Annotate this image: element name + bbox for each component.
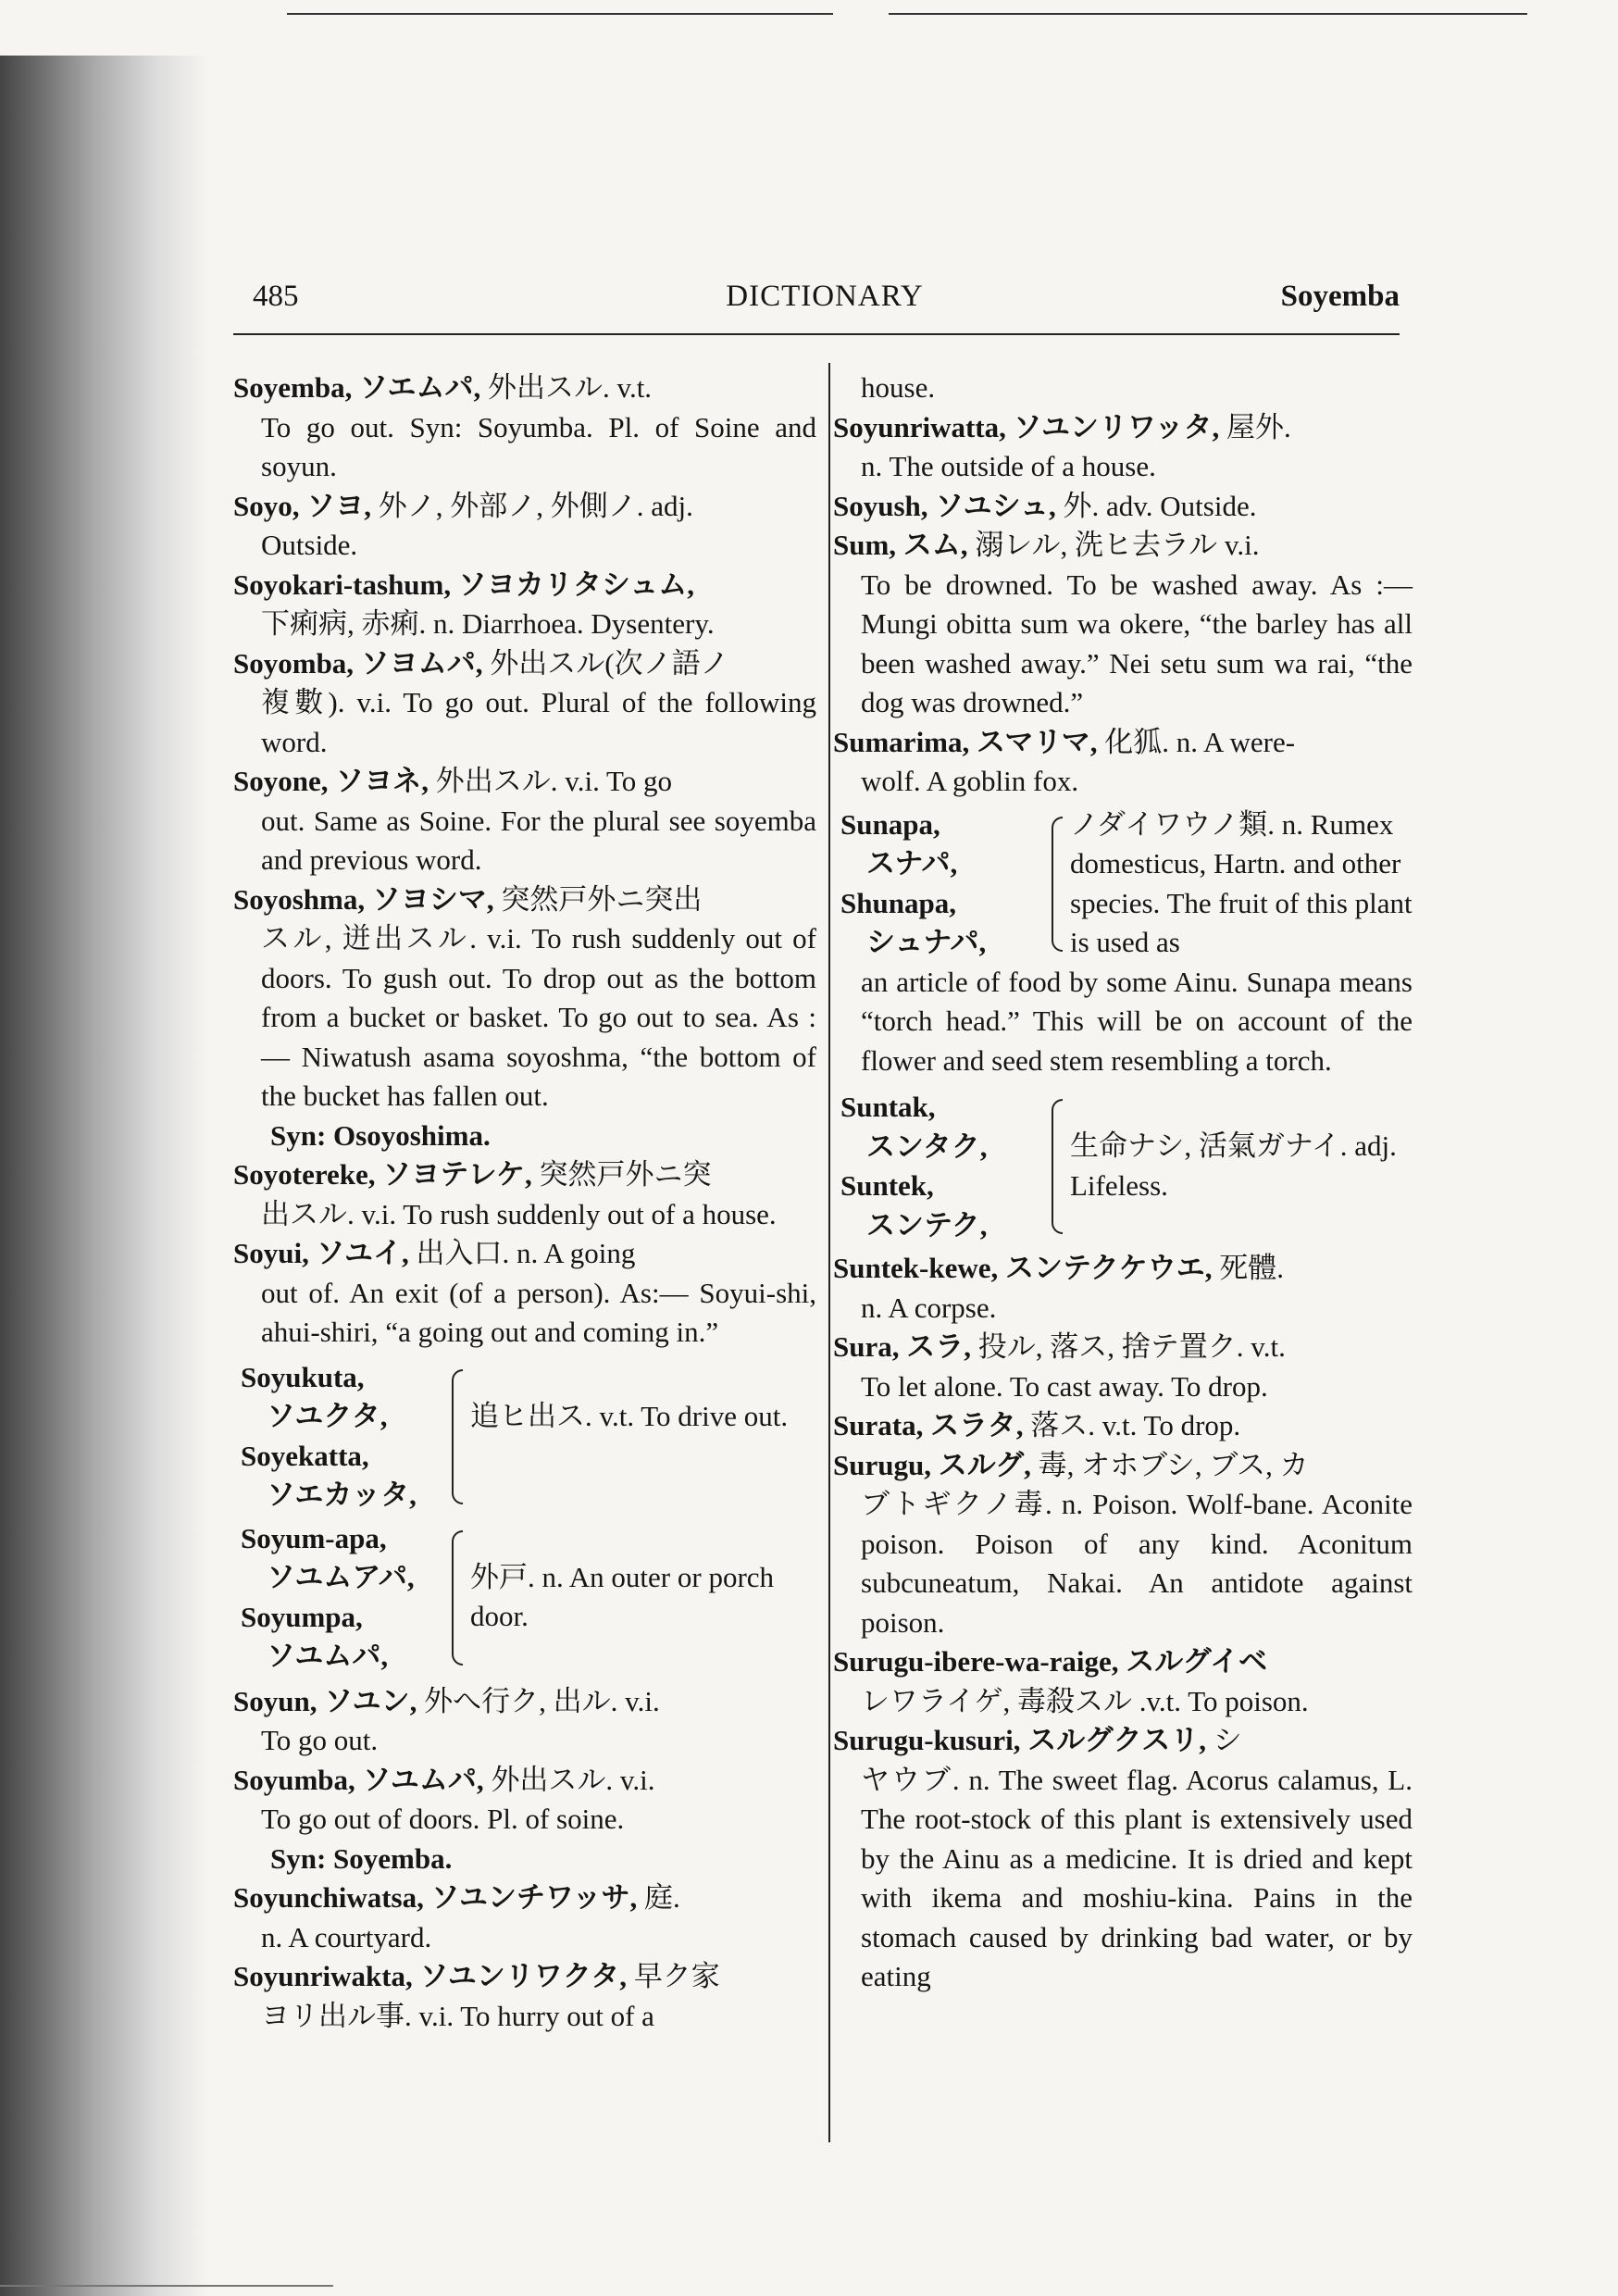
dictionary-entry [833,526,1413,723]
entry-definition: ヨリ出ル事. v.i. To hurry out of a [261,1999,654,2032]
dictionary-entry [233,644,816,763]
dictionary-entry [833,1446,1413,1643]
entry-headword: Soyunriwakta, ソユンリワクタ, [233,1960,628,1992]
brace-headword: Soyukuta, [241,1360,365,1393]
brace-headword: Sunapa, [840,807,940,841]
dictionary-entry [833,408,1413,487]
running-headword: Soyemba [1280,280,1400,313]
brace-entry [233,1519,816,1677]
entry-definition: wolf. A goblin fox. [861,765,1079,797]
entry-definition: n. The outside of a house. [861,450,1156,482]
entry-gloss: 溺レル, 洗ヒ去ラル v.i. [975,529,1260,561]
entry-definition: 複數). v.i. To go out. Plural of the following word. [261,686,816,758]
entry-headword: Surugu-ibere-wa-raige, スルグイベ [833,1645,1268,1678]
dictionary-entry [233,368,816,487]
entry-gloss: 庭. [643,1881,680,1914]
entry-headword: Soyo, ソヨ, [233,489,371,522]
top-scan-line [287,13,833,15]
entry-gloss: 投ル, 落ス, 捨テ置ク. v.t. [977,1330,1286,1363]
brace-entry [833,1088,1413,1245]
top-scan-line-right [889,13,1527,15]
brace-headword: スンテク, [866,1208,988,1242]
brace-headword: ソユムアパ, [267,1561,415,1593]
page-header [250,280,1400,324]
entry-definition: 出スル. v.i. To rush suddenly out of a house. [261,1197,777,1230]
dictionary-entry [833,487,1413,527]
brace-continuation: an article of food by some Ainu. Sunapa means “torch head.” This will be on account of the flower and seed stem resembling a torch. [861,965,1413,1077]
entry-definition: To be drowned. To be washed away. As :— Mungi obitta sum wa okere, “the barley has all been washed away.” Nei setu sum wa rai, “the dog was drowned.” [861,568,1413,718]
entry-gloss: 出入口. n. A going [416,1237,636,1269]
entry-headword: Suntek-kewe, スンテクケウエ, [833,1252,1213,1284]
brace-headword: ソユムパ, [267,1640,389,1672]
right-column [833,368,1413,1997]
entry-gloss: 落ス. v.t. To drop. [1030,1409,1241,1441]
dictionary-entry [233,487,816,566]
dictionary-entry [233,1761,816,1879]
brace-mark [452,1530,463,1666]
entry-headword: Soyun, ソユン, [233,1684,417,1717]
dictionary-entry [833,1642,1413,1721]
brace-entry [233,1358,816,1516]
brace-headword: スンタク, [866,1129,988,1163]
entry-headword: Sura, スラ, [833,1330,971,1363]
running-title: DICTIONARY [726,280,924,313]
entry-gloss: 突然戸外ニ突出 [501,882,703,916]
entry-gloss: 外出スル. v.i. To go [435,765,673,797]
entry-synonym: Syn: Osoyoshima. [270,1118,491,1152]
brace-definition: 追ヒ出ス. v.t. To drive out. [470,1399,789,1432]
entry-definition: 下痢病, 赤痢. n. Diarrhoea. Dysentery. [261,607,715,640]
brace-headword: Shunapa, [840,886,956,919]
brace-mark [1052,1099,1063,1234]
header-rule [233,333,1400,335]
entry-headword: Soyokari-tashum, ソヨカリタシュム, [233,568,694,601]
entry-gloss: 早ク家 [633,1960,720,1992]
entry-gloss: 外ノ, 外部ノ, 外側ノ. adj. [378,489,693,522]
brace-headword: ソユクタ, [267,1400,388,1432]
brace-headword: Soyumpa, [241,1600,363,1633]
brace-headword: Suntak, [840,1091,936,1123]
entry-headword: Surugu-kusuri, スルグクスリ, [833,1724,1207,1756]
entry-definition: スル, 迸出スル. v.i. To rush suddenly out of doors. To gush out. To drop out as the bottom from a bucket or basket. To go out to sea. As :— Niwatush asama soyoshma, “the bottom of the bucket has fallen out. [261,922,816,1112]
entry-gloss: 毒, オホブシ, ブス, カ [1038,1448,1309,1481]
entry-definition: To go out. [261,1724,379,1756]
entry-headword: Soyoshma, ソヨシマ, [233,882,494,916]
entry-definition: out. Same as Soine. For the plural see soyemba and previous word. [261,804,816,876]
entry-definition: To let alone. To cast away. To drop. [861,1369,1268,1403]
entry-headword: Soyone, ソヨネ, [233,765,429,797]
dictionary-entry [833,723,1413,802]
entry-definition: n. A courtyard. [261,1920,432,1953]
entry-gloss: 外. adv. Outside. [1063,489,1257,522]
entry-headword: Soyotereke, ソヨテレケ, [233,1158,532,1191]
entry-headword: Soyunchiwatsa, ソユンチワッサ, [233,1881,638,1914]
dictionary-entry [233,1957,816,2036]
brace-entry [833,805,1413,963]
brace-headword: Suntek, [840,1169,934,1202]
entry-headword: Soyui, ソユイ, [233,1237,409,1269]
brace-headword: ソエカッタ, [267,1479,417,1511]
entry-headword: Soyumba, ソユムパ, [233,1763,484,1796]
entry-definition: ブトギクノ毒. n. Poison. Wolf-bane. Aconite poison. Poison of any kind. Aconitum subcuneatum, Nakai. An antidote against poison. [861,1488,1413,1639]
dictionary-entry [233,1682,816,1761]
entry-synonym: Syn: Soyemba. [270,1841,453,1875]
entry-gloss: 外出スル. v.t. [487,371,653,404]
entry-gloss: 化狐. n. A were- [1104,725,1296,758]
dictionary-entry [833,1406,1413,1446]
dictionary-entry [833,1721,1413,1997]
dictionary-entry [233,1234,816,1353]
entry-gloss: 死體. [1219,1252,1285,1284]
dictionary-entry [233,1155,816,1234]
brace-definition: ノダイワウノ類. n. Rumex domesticus, Hartn. and other species. The fruit of this plant is used as [1070,807,1413,958]
entry-gloss: シ [1213,1724,1242,1756]
dictionary-entry [233,762,816,880]
brace-mark [1052,817,1063,952]
page-number: 485 [253,280,299,313]
brace-headword: スナパ, [866,847,958,880]
entry-definition: ヤウブ. n. The sweet flag. Acorus calamus, L. The root-stock of this plant is extensively used by the Ainu as a medicine. It is dried and kept with ikema and moshiu-kina. Pains in the stomach caused by drinking bad water, or by eating [861,1763,1413,1992]
brace-headword: シュナパ, [866,926,987,958]
entry-headword: Sum, スム, [833,529,968,561]
entry-definition: To go out. Syn: Soyumba. Pl. of Soine and soyun. [261,410,816,482]
dictionary-entry [233,880,816,1156]
entry-gloss: 外へ行ク, 出ル. v.i. [424,1684,660,1717]
page-gutter-shadow [0,56,208,2296]
entry-definition: n. A corpse. [861,1291,997,1324]
entry-headword: Soyemba, ソエムパ, [233,371,481,404]
dictionary-entry [233,1878,816,1957]
entry-headword: Surugu, スルグ, [833,1448,1031,1481]
left-column [233,368,816,2036]
entry-headword: Soyush, ソユシュ, [833,489,1056,522]
entry-definition: Outside. [261,529,358,561]
entry-definition: To go out of doors. Pl. of soine. [261,1803,625,1835]
column-divider [828,363,830,2142]
entry-gloss: 外出スル. v.i. [491,1763,655,1796]
dictionary-entry [833,1249,1413,1328]
brace-mark [452,1369,463,1504]
dictionary-entry [233,566,816,644]
entry-gloss: 外出スル(次ノ語ノ [490,646,729,680]
dictionary-entry [833,1328,1413,1406]
entry-headword: Soyomba, ソヨムパ, [233,646,483,680]
entry-headword: Soyunriwatta, ソユンリワッタ, [833,410,1220,443]
entry-headword: Surata, スラタ, [833,1409,1024,1441]
entry-gloss: 屋外. [1226,410,1291,443]
entry-definition: レワライゲ, 毒殺スル .v.t. To poison. [861,1684,1309,1717]
dictionary-entry [833,368,1413,408]
brace-headword: Soyekatta, [241,1439,369,1472]
entry-gloss: 突然戸外ニ突 [539,1158,712,1191]
brace-definition: 外戸. n. An outer or porch door. [470,1560,775,1632]
entry-headword: Sumarima, スマリマ, [833,725,1098,758]
entry-definition: out of. An exit (of a person). As:— Soyui-shi, ahui-shiri, “a going out and coming in.” [261,1276,816,1348]
bottom-scan-line [0,2285,333,2287]
brace-headword: Soyum-apa, [241,1521,387,1554]
entry-definition: house. [861,371,936,404]
brace-definition: 生命ナシ, 活氣ガナイ. adj. Lifeless. [1070,1129,1397,1202]
